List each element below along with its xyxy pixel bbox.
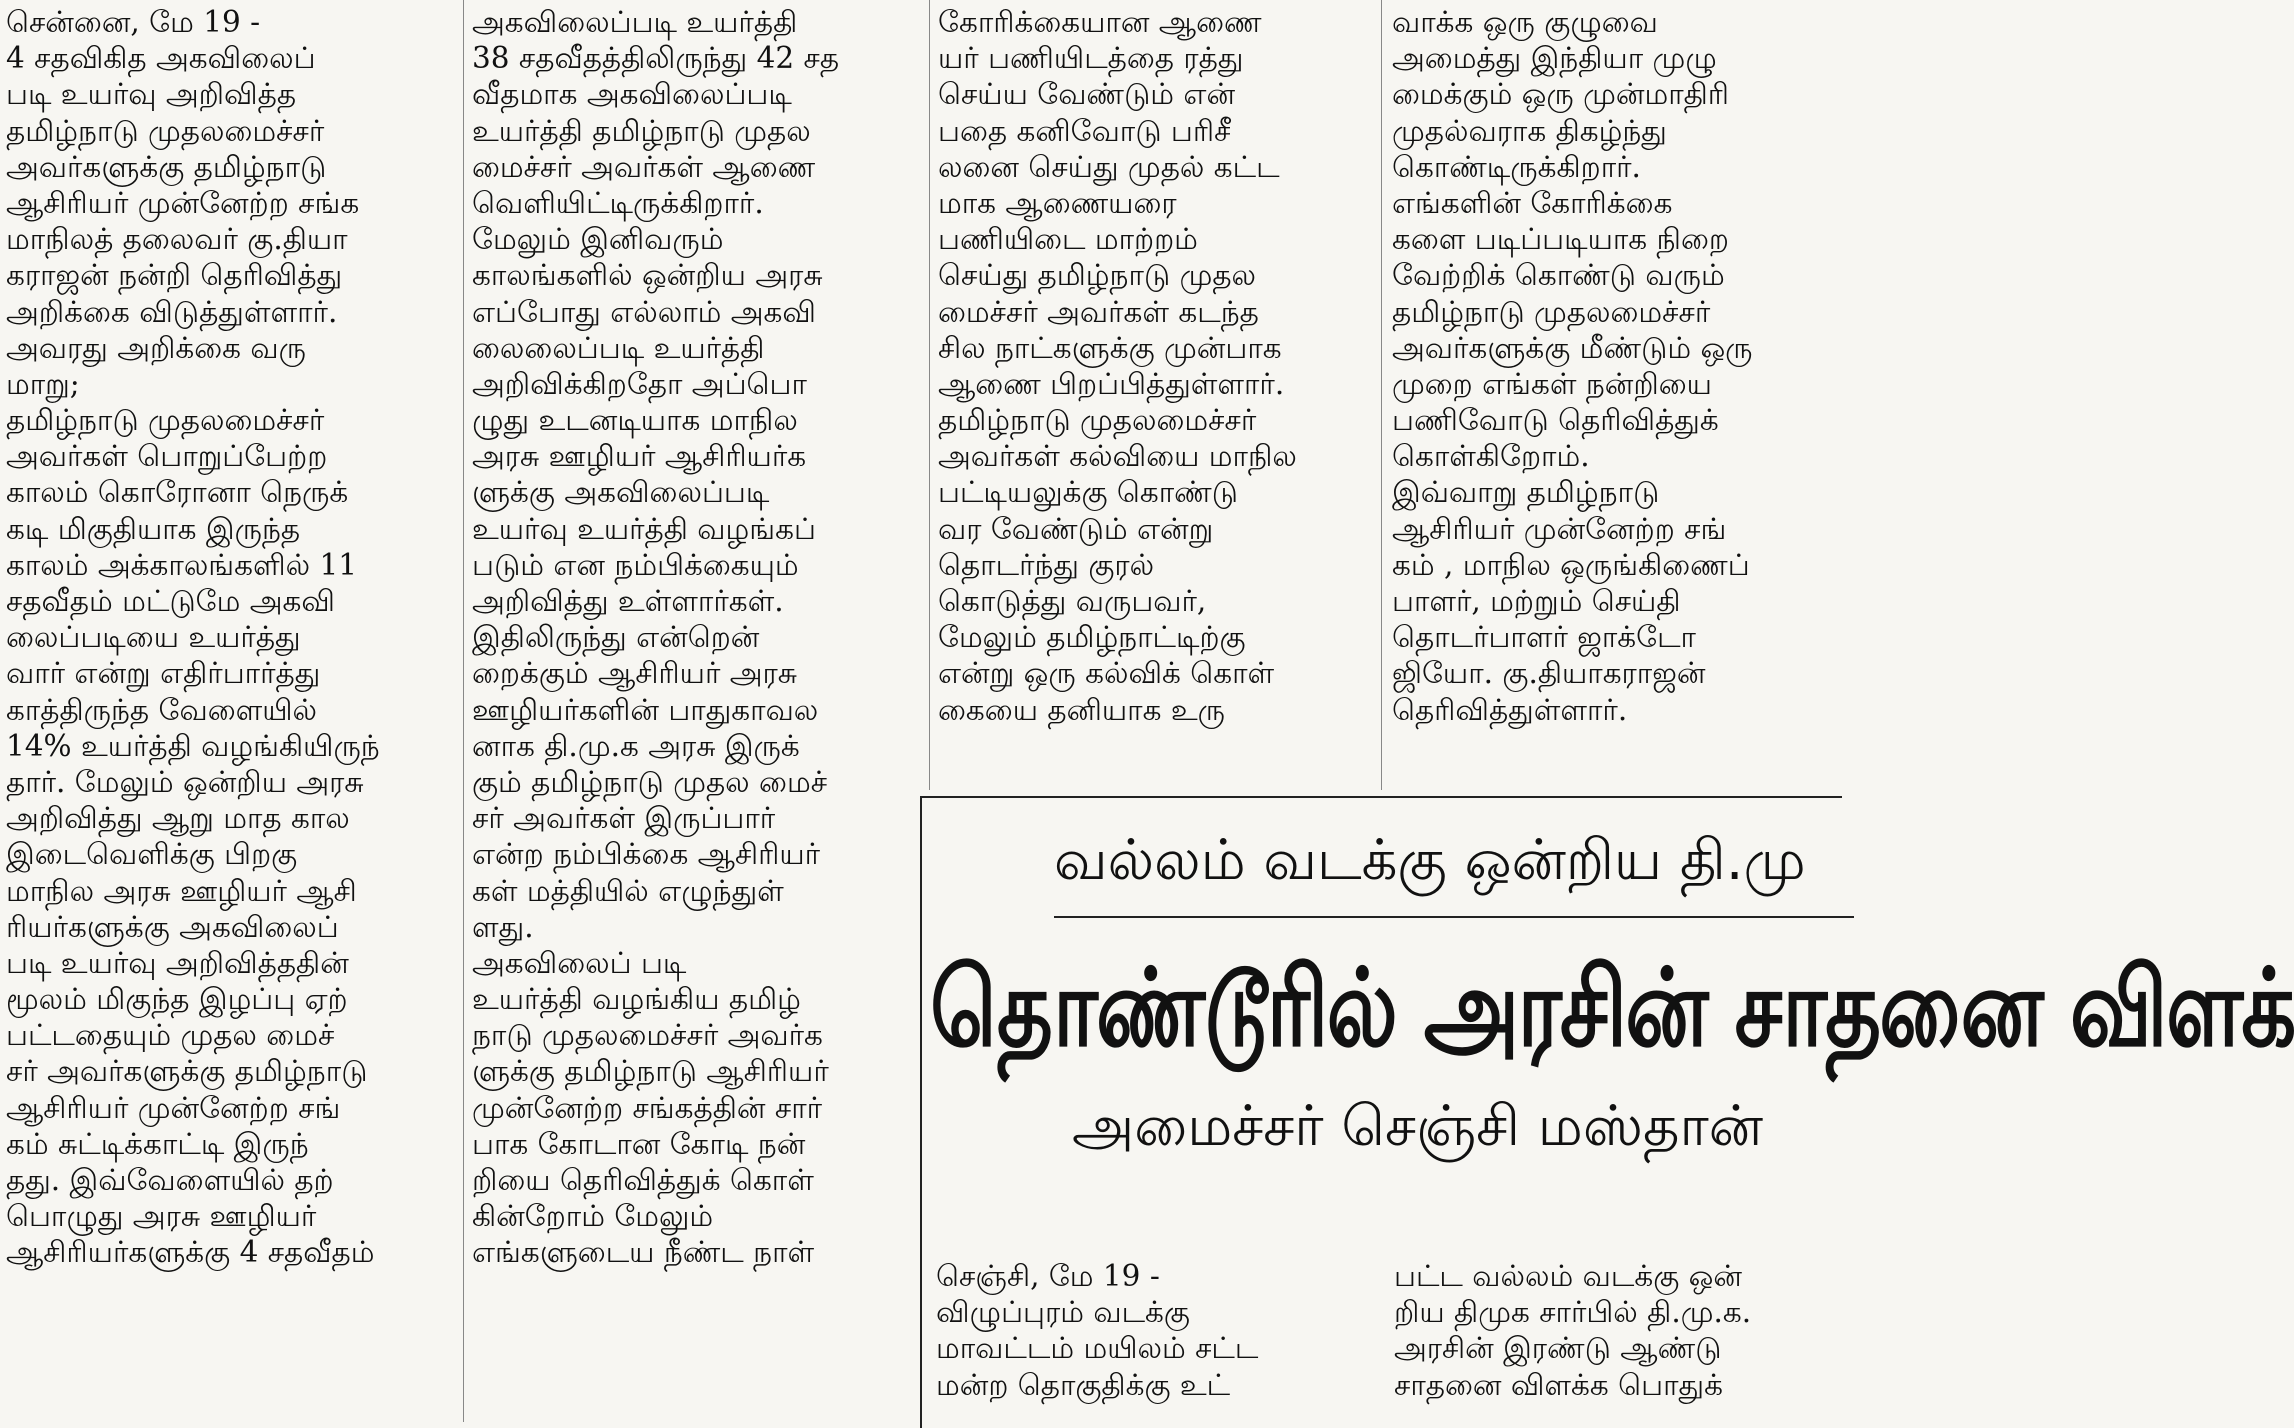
- article-text-line: காலம் கொரோனா நெருக்: [6, 475, 349, 510]
- article-text-line: அவர்களுக்கு தமிழ்நாடு: [6, 149, 327, 184]
- article-text-line: படி உயர்வு அறிவித்ததின்: [6, 945, 349, 980]
- article-text-line: மைக்கும் ஒரு முன்மாதிரி: [1392, 77, 1730, 112]
- article-text-line: எங்களுடைய நீண்ட நாள்: [472, 1235, 815, 1270]
- article-text-line: 4 சதவிகித அகவிலைப்: [6, 41, 316, 76]
- article-text-line: அகவிலைப் படி: [472, 945, 687, 980]
- article-text-line: முன்னேற்ற சங்கத்தின் சார்: [472, 1090, 823, 1125]
- article-text-line: வெளியிட்டிருக்கிறார்.: [472, 185, 764, 220]
- article-text-line: றைக்கும் ஆசிரியர் அரசு: [472, 656, 798, 691]
- article-text-line: ளுக்கு தமிழ்நாடு ஆசிரியர்: [472, 1054, 829, 1089]
- article-text-line: கம் , மாநில ஒருங்கிணைப்: [1392, 547, 1750, 582]
- article-text-line: அவர்களுக்கு மீண்டும் ஒரு: [1392, 330, 1753, 365]
- article-text-line: சதவீதம் மட்டுமே அகவி: [6, 584, 335, 618]
- article-text-line: அறிவித்து உள்ளார்கள்.: [472, 584, 784, 618]
- article-text-line: காலங்களில் ஒன்றிய அரசு: [472, 258, 823, 293]
- article-text-line: களை படிப்படியாக நிறை: [1392, 222, 1729, 257]
- article-text-line: உயர்வு உயர்த்தி வழங்கப்: [472, 511, 816, 546]
- article-text-line: உயர்த்தி வழங்கிய தமிழ்: [472, 982, 801, 1017]
- article-text-line: கொடுத்து வருபவர்,: [938, 584, 1207, 618]
- article-text-line: காலம் அக்காலங்களில் 11: [6, 547, 358, 582]
- article-text-line: வார் என்று எதிர்பார்த்து: [6, 656, 321, 691]
- article-text-line: அரசு ஊழியர் ஆசிரியர்க: [472, 439, 807, 474]
- article-text-line: அரசின் இரண்டு ஆண்டு: [1394, 1331, 1722, 1366]
- article-text-line: லைப்படியை உயர்த்து: [6, 620, 301, 655]
- article-text-line: மேலும் தமிழ்நாட்டிற்கு: [938, 620, 1246, 655]
- article-text-line: தமிழ்நாடு முதலமைச்சர்: [6, 113, 325, 148]
- article-text-line: றியை தெரிவித்துக் கொள்: [472, 1163, 814, 1197]
- article-text-line: மாநிலத் தலைவர் கு.தியா: [6, 222, 348, 257]
- article-column-3: [938, 4, 1370, 728]
- article-text-line: தமிழ்நாடு முதலமைச்சர்: [938, 403, 1257, 438]
- article-text-line: தது. இவ்வேளையில் தற்: [6, 1163, 334, 1197]
- article-text-line: ஜியோ. கு.தியாகராஜன்: [1392, 656, 1706, 691]
- article-text-line: ளது.: [472, 909, 534, 944]
- column-divider: [1381, 0, 1382, 790]
- article-text-line: ஆசிரியர் முன்னேற்ற சங்: [1392, 511, 1727, 546]
- article-text-line: இவ்வாறு தமிழ்நாடு: [1392, 475, 1660, 510]
- article-text-line: 14% உயர்த்தி வழங்கியிருந்: [6, 728, 380, 763]
- article-text-line: முதல்வராக திகழ்ந்து: [1392, 113, 1667, 148]
- article-text-line: சில நாட்களுக்கு முன்பாக: [938, 330, 1282, 365]
- article-text-line: அறிவித்து ஆறு மாத கால: [6, 801, 350, 836]
- column-divider: [929, 0, 930, 790]
- article-text-line: விழுப்புரம் வடக்கு: [936, 1295, 1190, 1330]
- article-text-line: கம் சுட்டிக்காட்டி இருந்: [6, 1126, 309, 1161]
- headline-main: தொண்டூரில் அரசின் சாதனை விளக்: [930, 946, 2294, 1071]
- article-text-line: சென்னை, மே 19 -: [6, 5, 261, 39]
- article-text-line: மன்ற தொகுதிக்கு உட்: [936, 1367, 1231, 1402]
- article-text-line: கும் தமிழ்நாடு முதல மைச்: [472, 764, 828, 799]
- article-text-line: மைச்சர் அவர்கள் கடந்த: [938, 294, 1259, 329]
- second-article-column-1: [936, 1258, 1376, 1403]
- article-text-line: அவரது அறிக்கை வரு: [6, 330, 306, 365]
- article-text-line: பட்ட வல்லம் வடக்கு ஒன்: [1394, 1259, 1742, 1293]
- article-text-line: ழுது உடனடியாக மாநில: [472, 403, 798, 438]
- article-text-line: காத்திருந்த வேளையில்: [6, 692, 318, 727]
- article-text-line: ஆசிரியர் முன்னேற்ற சங்: [6, 1090, 341, 1125]
- article-text-line: அமைத்து இந்தியா முழு: [1392, 41, 1717, 76]
- article-text-line: எங்களின் கோரிக்கை: [1392, 185, 1673, 220]
- article-text-line: வீதமாக அகவிலைப்படி: [472, 77, 792, 112]
- article-text-line: ளுக்கு அகவிலைப்படி: [472, 475, 770, 510]
- article-text-line: கராஜன் நன்றி தெரிவித்து: [6, 258, 343, 293]
- article-text-line: கோரிக்கையான ஆணை: [938, 5, 1262, 39]
- article-text-line: பதை கனிவோடு பரிசீ: [938, 113, 1231, 148]
- article-text-line: தொடர்பாளர் ஜாக்டோ: [1392, 620, 1696, 655]
- headline-subtitle: அமைச்சர் செஞ்சி மஸ்தான்: [1072, 1094, 1764, 1159]
- article-text-line: இடைவெளிக்கு பிறகு: [6, 837, 298, 872]
- article-text-line: மாநில அரசு ஊழியர் ஆசி: [6, 873, 357, 908]
- article-text-line: பாக கோடான கோடி நன்: [472, 1126, 806, 1161]
- article-text-line: வேற்றிக் கொண்டு வரும்: [1392, 258, 1725, 293]
- article-column-4: [1392, 4, 1834, 728]
- article-text-line: கொண்டிருக்கிறார்.: [1392, 149, 1641, 184]
- article-text-line: ஊழியர்களின் பாதுகாவல: [472, 692, 819, 727]
- article-text-line: அவர்கள் கல்வியை மாநில: [938, 439, 1297, 474]
- article-text-line: ஆசிரியர்களுக்கு 4 சதவீதம்: [6, 1235, 375, 1270]
- article-text-line: அறிக்கை விடுத்துள்ளார்.: [6, 294, 338, 329]
- second-article-column-2: [1394, 1258, 1834, 1403]
- article-text-line: வர வேண்டும் என்று: [938, 511, 1214, 546]
- article-text-line: சர் அவர்கள் இருப்பார்: [472, 801, 776, 836]
- article-text-line: என்ற நம்பிக்கை ஆசிரியர்: [472, 837, 821, 872]
- article-text-line: பணிவோடு தெரிவித்துக்: [1392, 403, 1719, 438]
- article-text-line: தமிழ்நாடு முதலமைச்சர்: [1392, 294, 1711, 329]
- article-text-line: உயர்த்தி தமிழ்நாடு முதல: [472, 113, 811, 148]
- article-text-line: 38 சதவீதத்திலிருந்து 42 சத: [472, 41, 840, 76]
- article-text-line: தொடர்ந்து குரல்: [938, 547, 1155, 582]
- article-text-line: படி உயர்வு அறிவித்த: [6, 77, 297, 112]
- article-text-line: யர் பணியிடத்தை ரத்து: [938, 41, 1244, 76]
- news-headline-box: [920, 796, 2294, 1428]
- article-text-line: கொள்கிறோம்.: [1392, 439, 1590, 474]
- article-text-line: சாதனை விளக்க பொதுக்: [1394, 1367, 1723, 1402]
- article-text-line: அவர்கள் பொறுப்பேற்ற: [6, 439, 328, 474]
- article-text-line: லனை செய்து முதல் கட்ட: [938, 149, 1280, 184]
- article-text-line: ஆணை பிறப்பித்துள்ளார்.: [938, 366, 1285, 401]
- article-text-line: என்று ஒரு கல்விக் கொள்: [938, 656, 1275, 691]
- article-text-line: கள் மத்தியில் எழுந்துள்: [472, 873, 784, 908]
- article-column-1: [6, 4, 454, 1271]
- article-text-line: கின்றோம் மேலும்: [472, 1199, 714, 1234]
- article-text-line: சர் அவர்களுக்கு தமிழ்நாடு: [6, 1054, 368, 1089]
- article-text-line: ரியர்களுக்கு அகவிலைப்: [6, 909, 339, 944]
- article-text-line: செய்து தமிழ்நாடு முதல: [938, 258, 1257, 293]
- article-text-line: மைச்சர் அவர்கள் ஆணை: [472, 149, 816, 184]
- article-text-line: வாக்க ஒரு குழுவை: [1392, 5, 1658, 39]
- article-text-line: இதிலிருந்து என்றென்: [472, 620, 760, 655]
- headline-kicker: வல்லம் வடக்கு ஒன்றிய தி.மு: [1054, 828, 1806, 893]
- column-divider: [463, 0, 464, 1422]
- article-text-line: ஆசிரியர் முன்னேற்ற சங்க: [6, 185, 360, 220]
- article-text-line: நாடு முதலமைச்சர் அவர்க: [472, 1018, 823, 1053]
- article-text-line: மாவட்டம் மயிலம் சட்ட: [936, 1331, 1259, 1366]
- article-text-line: எப்போது எல்லாம் அகவி: [472, 294, 816, 329]
- article-text-line: பொழுது அரசு ஊழியர்: [6, 1199, 317, 1234]
- article-text-line: செய்ய வேண்டும் என்: [938, 77, 1236, 112]
- article-text-line: பட்டதையும் முதல மைச்: [6, 1018, 335, 1053]
- article-text-line: மாறு;: [6, 366, 80, 401]
- article-text-line: பட்டியலுக்கு கொண்டு: [938, 475, 1238, 510]
- article-text-line: செஞ்சி, மே 19 -: [936, 1259, 1160, 1293]
- article-text-line: மாக ஆணையரை: [938, 185, 1177, 220]
- article-text-line: னாக தி.மு.க அரசு இருக்: [472, 728, 800, 763]
- article-text-line: முறை எங்கள் நன்றியை: [1392, 366, 1712, 401]
- article-text-line: அறிவிக்கிறதோ அப்பொ: [472, 366, 807, 401]
- article-text-line: பணியிடை மாற்றம்: [938, 222, 1198, 257]
- article-text-line: தெரிவித்துள்ளார்.: [1392, 692, 1628, 727]
- article-text-line: தார். மேலும் ஒன்றிய அரசு: [6, 764, 364, 799]
- article-text-line: தமிழ்நாடு முதலமைச்சர்: [6, 403, 325, 438]
- article-column-2: [472, 4, 920, 1271]
- headline-divider: [1054, 916, 1854, 918]
- article-text-line: பாளர், மற்றும் செய்தி: [1392, 584, 1681, 618]
- article-text-line: படும் என நம்பிக்கையும்: [472, 547, 799, 582]
- article-text-line: கையை தனியாக உரு: [938, 692, 1225, 727]
- article-text-line: மூலம் மிகுந்த இழப்பு ஏற்: [6, 982, 348, 1017]
- article-text-line: றிய திமுக சார்பில் தி.மு.க.: [1394, 1295, 1752, 1330]
- article-text-line: கடி மிகுதியாக இருந்த: [6, 511, 301, 546]
- article-text-line: அகவிலைப்படி உயர்த்தி: [472, 5, 798, 39]
- article-text-line: லைலைப்படி உயர்த்தி: [472, 330, 765, 365]
- article-text-line: மேலும் இனிவரும்: [472, 222, 724, 257]
